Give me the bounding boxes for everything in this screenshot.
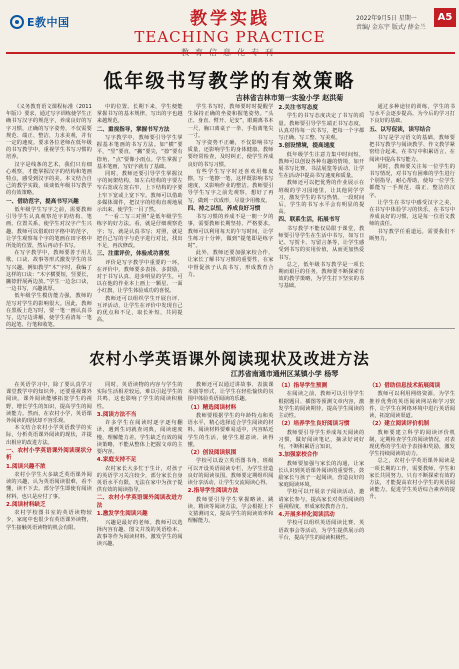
paragraph: 教师还可以通过讲故事、表演课本剧等形式，让学生在轻松愉快的氛围中体验英语阅读的乐趣。 bbox=[187, 382, 274, 403]
paragraph: 教师要引导学生掌握略读、跳读、精读等阅读方法，学会根据上下文猜测词义，提高学生的阅读效率和理解能力。 bbox=[187, 496, 274, 525]
article1-byline: 吉林省吉林市第一实验小学 赵洪菊 bbox=[235, 94, 344, 102]
masthead-rule bbox=[6, 52, 455, 54]
section-heading: 一、农村小学英语课外阅读现状分析 bbox=[6, 447, 92, 462]
issue-info bbox=[356, 14, 426, 32]
paragraph: 学校可以组织英语阅读比赛、英语故事会等活动，为学生提供展示的平台，提高学生的阅读积极性。 bbox=[278, 520, 365, 541]
paragraph: 总之，农村小学英语课外阅读是一项长期的工作，需要教师、学生和家长共同努力。只有不断探索有效的方法，才能提高农村小学生的英语阅读能力，促进学生英语综合素养的提升。 bbox=[369, 458, 455, 501]
section-heading: 3.创设情境，提高速度 bbox=[278, 143, 335, 150]
article2-column bbox=[278, 382, 364, 666]
paragraph: 评价是写字教学中重要的一环。在评价中，教师要多表扬、多鼓励，对于书写认真、进步明显的学生，可以在他的作业本上画上一颗星、一面小红旗，让学生体验成功的喜悦。 bbox=[96, 259, 183, 295]
article2-column bbox=[369, 382, 455, 666]
issue-date: 2022年9月5日 星期一 bbox=[356, 15, 417, 22]
article2-body bbox=[6, 382, 455, 666]
article1-column bbox=[369, 104, 455, 323]
publication-logo[interactable] bbox=[10, 14, 70, 30]
paragraph: 写字姿势不正确，不仅影响书写质量，还影响学生的身体健康。教师要经常检查，及时纠正，使学生养成良好的书写习惯。 bbox=[187, 140, 274, 168]
section-heading: 五、以写促读，读写结合 bbox=[369, 126, 431, 133]
section-heading: （2）创设阅读氛围 bbox=[187, 450, 237, 457]
paragraph: 此外，教师还要加强家校合作，让家长了解书写习惯的重要性，在家中督促孩子认真书写，形成教育合力。 bbox=[187, 250, 274, 278]
paragraph: 低年级学生模仿能力强，教师的范写对学生的影响很大。因此，教师在黑板上范写时，要一笔一画认真书写，边写边讲解，使学生看清每一笔的起笔、行笔和收笔。 bbox=[6, 293, 92, 329]
section-heading: 2.关注书写态度 bbox=[278, 105, 318, 111]
section-heading: 四、联系生活，拓展书写 bbox=[278, 217, 340, 224]
section-heading: （2）培养学生良好阅读习惯 bbox=[278, 421, 350, 428]
paragraph: 《义务教育语文课程标准（2011年版）》要求，通过写字训练使学生正确书写汉字的规范字，养成良好的写字习惯，正确的写字姿势，不仅需要规范、端正、整洁，力求美观，并有一定的速度。要求各位老师在低年级的书写教学中，重视学生书写习惯的培养。 bbox=[6, 104, 92, 161]
section-heading: 一、借助范字，提高书写兴趣 bbox=[6, 198, 79, 205]
paragraph: 同时，教师还要引导学生掌握汉字的间架结构，如左右结构的字要左窄右宽或左宽右窄，上下结构的字要上窄下宽或上宽下窄。教师可以借助多媒体课件，把汉字的结构直观地展示出来，使学生一目了然。 bbox=[96, 171, 183, 214]
paragraph: 写字教学中，教师要引导学生掌握基本笔画的书写方法。如“横”要平，“竖”要直，“撇”要尖，“捺”要有捺角，“点”要像小雨点。学生掌握了基本笔画，写好字就有了基础。 bbox=[96, 135, 183, 170]
paragraph: 学生的书写态度决定了书写的质量。教师要引导学生端正书写态度，认真对待每一次书写，把每一个字都写正确、写工整、写美观。 bbox=[278, 113, 365, 142]
paragraph: 在阅读之前，教师可以引导学生根据题目、插图等预测文章内容，激发学生的阅读期待，提高学生阅读的主动性。 bbox=[278, 391, 365, 420]
paragraph: 农村学校图书室的英语读物较少，家庭中也很少有英语课外读物，学生接触英语读物的机会有限。 bbox=[6, 510, 92, 531]
paragraph: 教师可以利用网络资源，为学生推荐优秀的英语阅读网站和学习软件，让学生在网络环境中进行英语阅读，拓宽阅读渠道。 bbox=[369, 391, 455, 420]
paragraph: 同时，教师要关注每一位学生的书写情况，对书写有困难的学生进行个别指导，耐心帮助，使每一位学生都能写一手规范、端正、整洁的汉字。 bbox=[369, 163, 455, 199]
article1-column bbox=[278, 104, 364, 323]
paragraph: 书写习惯的养成不是一朝一夕的事，需要教师长期坚持、严格要求。教师可以利用每天的午写时间，让学生练习十分钟，做到“提笔即是练字时”。 bbox=[187, 214, 274, 250]
paragraph: 学校可以设立英语图书角，班级可以开设英语阅读专栏，为学生营造良好的阅读氛围。教师要定期组织阅读分享活动，让学生交流阅读心得。 bbox=[187, 458, 274, 487]
paragraph: 教师要根据学生的年龄特点和英语水平，精心选择适合学生阅读的材料。阅读材料要难易适中，内容贴近学生的生活，使学生愿意读、读得懂。 bbox=[187, 413, 274, 448]
logo-text: E教中国 bbox=[27, 16, 70, 29]
paragraph: 农村小学生大多缺乏英语课外阅读的兴趣，认为英语阅读很难，看不懂，读不下去。部分学生即使有阅读材料，也只是应付了事。 bbox=[6, 472, 92, 500]
section-heading: 4.家庭支持不足 bbox=[96, 457, 137, 464]
section-heading: 1.阅读兴趣不浓 bbox=[6, 463, 46, 470]
logo-icon bbox=[10, 15, 24, 29]
paragraph: 学生书写时，教师要时时提醒学生保持正确的坐姿和握笔姿势。“头正、身直、臂开、足安”，眼睛离书本一尺，胸口离桌子一拳，手指离笔尖一寸。 bbox=[187, 104, 274, 139]
paragraph: 教师要引导学生养成每天阅读的习惯，做好阅读笔记，摘录好词好句，不断积累语言知识。 bbox=[278, 429, 365, 451]
section-heading: 2.指导学生阅读方法 bbox=[187, 488, 239, 495]
paragraph: 低年级学生注意力集中时间短，教师可以创设各种有趣的情境，如开展书写比赛、书法展览等活动，让学生在活动中提高书写速度和质量。 bbox=[278, 151, 365, 180]
article1-title: 低年级书写教学的有效策略 bbox=[103, 70, 356, 92]
article2-column bbox=[6, 382, 92, 666]
paragraph: 兴趣是最好的老师。教师可以选择内容有趣、图文并茂的英语绘本、故事等作为阅读材料，激发学生的阅读兴趣。 bbox=[96, 519, 183, 548]
paragraph: 有些学生写字时还喜欢用橡皮擦，写一笔擦一笔，这样既影响书写速度，又影响作业的整洁。教师要引导学生写字之前先观察，想好了再写，做到一次成形，尽量少用橡皮。 bbox=[187, 168, 274, 204]
paragraph: 让学生在书写中感受汉字之美，在书写中体验学习的快乐，在书写中养成良好的习惯，这是每一位语文教师的责任。 bbox=[369, 199, 455, 228]
section-heading: 2.阅读材料缺乏 bbox=[6, 501, 46, 508]
section-heading: （2）建立阅读评价机制 bbox=[369, 421, 430, 428]
paragraph: 本文结合农村小学英语教学的实际，分析英语课外阅读的现状，并提出相应的改进方法。 bbox=[6, 425, 92, 446]
paragraph: 教师要建立科学的阅读评价机制，定期检查学生的阅读情况，对表现优秀的学生给予表扬和奖励，激发学生持续阅读的动力。 bbox=[369, 429, 455, 458]
article2-byline: 江苏省南通市通州区某镇小学 杨琴 bbox=[230, 370, 339, 378]
section-heading: 二、农村小学英语课外阅读改进方法 bbox=[96, 495, 183, 509]
section-heading: 3.加强家校合作 bbox=[278, 452, 318, 459]
section-heading: 二、重视指导，掌握书写方法 bbox=[96, 126, 170, 133]
article1-column bbox=[6, 104, 92, 329]
article-divider bbox=[6, 328, 455, 329]
paragraph: 汉字是线条的艺术，我们只有细心观察，才能掌握汉字的结构和笔画特点，感受到汉字的美。本文结合自己的教学实践，谈谈低年级书写教学的有效策略。 bbox=[6, 161, 92, 197]
section-heading: 4.开展多样化阅读活动 bbox=[278, 512, 335, 519]
article2-column bbox=[188, 382, 274, 666]
section-heading: （1）借助信息技术拓展阅读 bbox=[369, 383, 441, 389]
paragraph: 教师要加强与家长的沟通，让家长认识到英语课外阅读的重要性，鼓励家长与孩子一起阅读，营造良好的家庭阅读环境。 bbox=[278, 460, 365, 489]
editor-credits: 责编/ 金东宇 版式/ 薛金兰 bbox=[356, 24, 426, 31]
article1-column bbox=[188, 104, 274, 323]
paragraph: 总之，低年级书写教学是一项长期而艰巨的任务，教师要不断探索有效的教学策略，为学生打下坚实的书写基础。 bbox=[278, 261, 365, 290]
section-heading: 四、持之以恒，养成良好习惯 bbox=[187, 205, 261, 212]
paragraph: 在写字教学中，教师要善于用儿歌、口诀、故事等形式激发学生的书写兴趣。例如教学“木”字时，我编了这样的口诀：“木字横要短，竖要长，撇捺舒展两边放。”学生一边念口诀，一边书写，兴趣浓厚。 bbox=[6, 250, 92, 293]
masthead bbox=[110, 4, 350, 58]
paragraph: 在英语学习中，除了要认真学习课堂教学中的知识外，还要重视课外阅读。课外阅读能够拓宽学生的视野，增长学生的知识，提高学生的阅读能力。然而，在农村小学，英语课外阅读的现状却不容乐观。 bbox=[6, 382, 92, 425]
article1-column bbox=[97, 104, 183, 323]
paragraph: 低年级学生写字之前，需要教师引导学生认真观察范字的结构、笔画、位置关系，使学生对汉字产生兴趣。教师可以借助田字格中的范字，让学生观察每个字的笔画在田字格中所处的位置，然后再动手书写。 bbox=[6, 207, 92, 250]
paragraph: 书写教学任重道远，需要我们不断努力。 bbox=[369, 228, 455, 242]
section-heading: 1.激发学生阅读兴趣 bbox=[96, 511, 148, 518]
article1-body bbox=[6, 104, 455, 329]
section-heading: （1）指导学生预测 bbox=[278, 383, 328, 389]
section-heading: 三、注重评价，体验成功喜悦 bbox=[96, 251, 170, 258]
section-title-cn: 教学实践 bbox=[190, 9, 270, 29]
paragraph: 通过多种途径的训练，学生的书写水平会逐步提高，为今后的学习打下良好的基础。 bbox=[369, 104, 455, 125]
paragraph: 书写教学不能仅局限于课堂，教师要引导学生在生活中书写，如写日记、写贺卡、写留言条等，让学生感受到书写的实用价值，从而更加热爱书写。 bbox=[278, 225, 365, 261]
paragraph: 同时，英语读物的内容与学生的实际生活相差较远，难以引起学生的共鸣，这也影响了学生的阅读积极性。 bbox=[96, 382, 183, 410]
article2-column bbox=[97, 382, 183, 666]
paragraph: 许多学生在阅读时逐字逐句翻译，遇到生词就查词典，阅读速度慢，理解能力差。学生缺乏有效的阅读策略，不能从整体上把握文章的主要内容。 bbox=[96, 420, 183, 456]
section-title-en: TEACHING PRACTICE bbox=[134, 28, 326, 46]
section-heading: 3.阅读方法不当 bbox=[96, 411, 137, 418]
paragraph: 教师还可以组织学生开展自评、互评活动，让学生在评价中发现自己的优点和不足，取长补短，共同提高。 bbox=[96, 295, 183, 324]
paragraph: 中的位置。长期下来，学生便能掌握书写的基本规律，写出的字也越来越规范。 bbox=[96, 104, 183, 125]
paragraph: 农村家长大多忙于生计，对孩子的英语学习关注较少，部分家长自身英语水平有限，无法在家中为孩子提供有效的阅读指导。 bbox=[96, 465, 183, 494]
paragraph: 书写是学习语文的基础，教师要把书写教学与阅读教学、作文教学紧密结合起来，在书写中积累语言，在阅读中提高书写能力。 bbox=[369, 135, 455, 163]
page-number-badge: A5 bbox=[434, 8, 456, 27]
article2-title: 农村小学英语课外阅读现状及改进方法 bbox=[89, 350, 370, 368]
paragraph: “一看二写三对照”是低年级学生练字的好方法。看，就是仔细观察范字；写，就是认真书写；对照，就是把自己写的字与范字进行对比，找出不足，再次修改。 bbox=[96, 214, 183, 250]
paragraph: 教师还可以把优秀的作业展示在班级的学习园地里，让其他同学学习，激发学生的书写热情。一段时间后，学生的书写水平会有明显的提高。 bbox=[278, 180, 365, 216]
paragraph: 学校可以开展亲子阅读活动，邀请家长参与，提高家长对英语阅读的重视程度，形成家校教育合力。 bbox=[278, 489, 365, 510]
section-heading: （1）精选阅读材料 bbox=[187, 404, 237, 411]
